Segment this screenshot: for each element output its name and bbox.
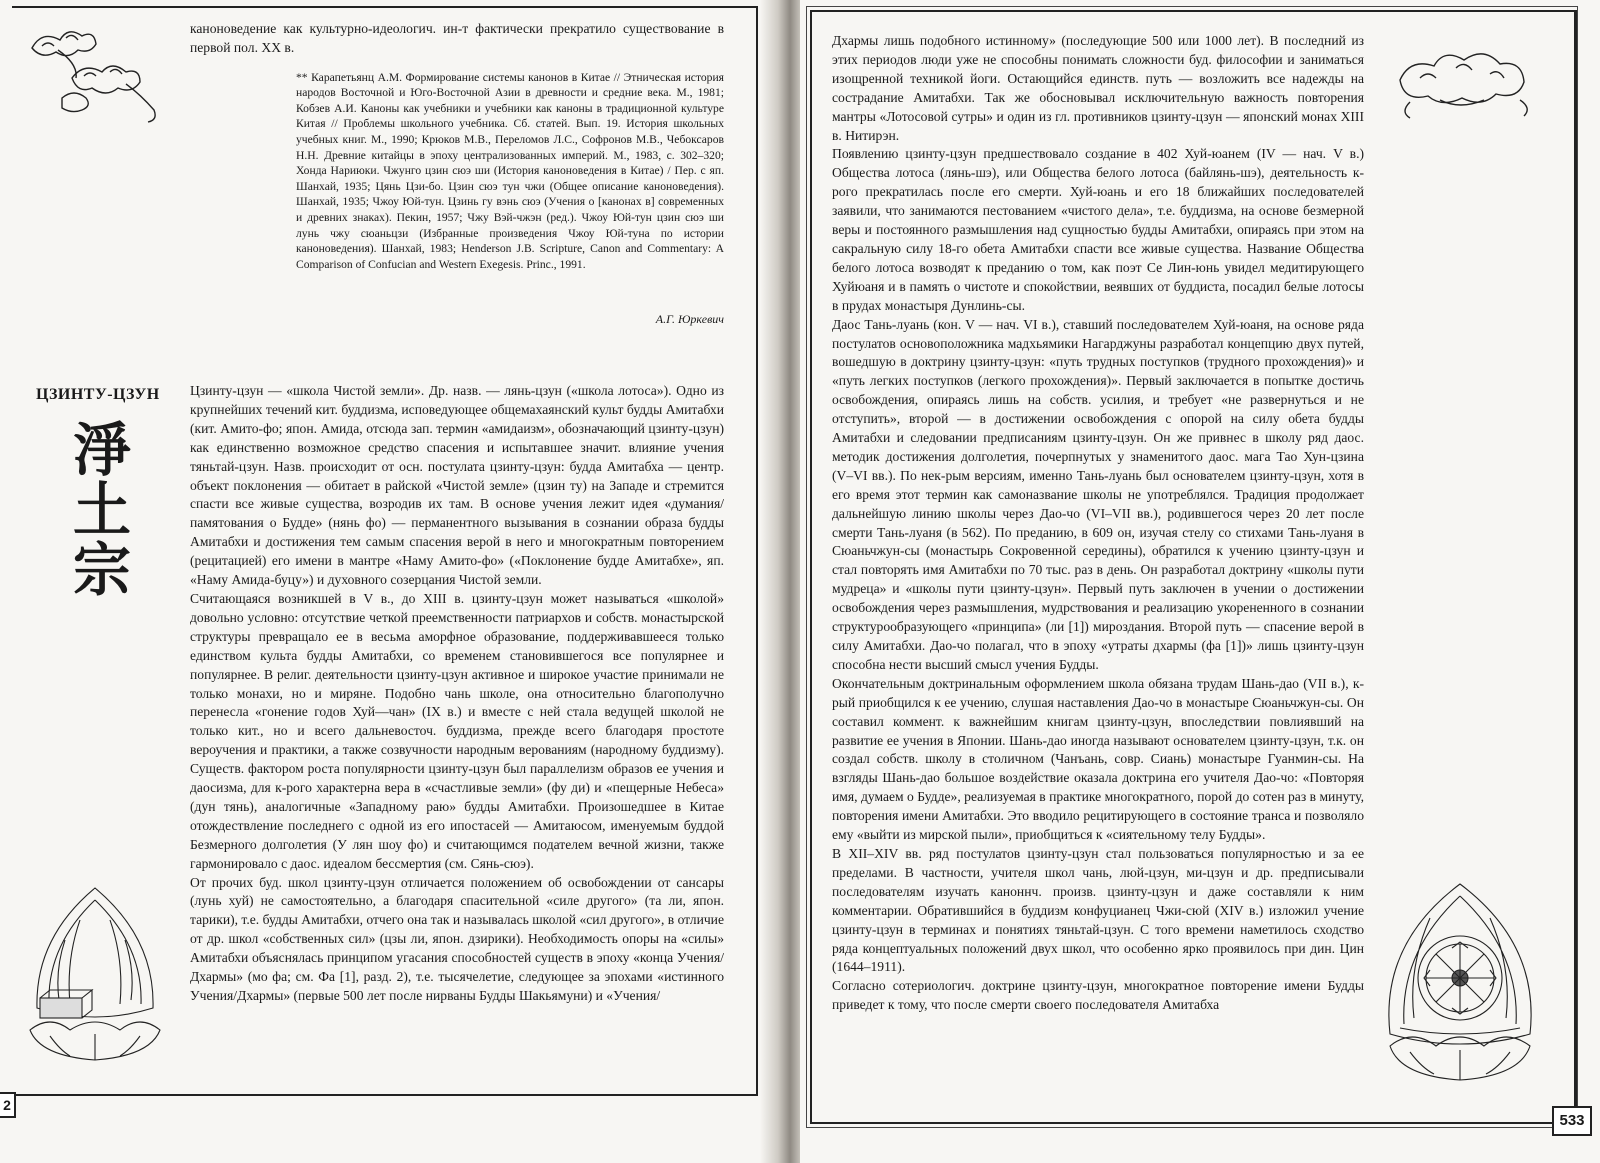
references-block: ** Карапетьянц А.М. Формирование системы канонов в Китае // Этническая история народов Восточной и Юго-Восточной Азии в древности и средние века. М., 1981; Кобзев А.И. Каноны как учебники и учебники как каноны в традиционной культуре Китая // Проблемы школьного учебника. Сб. статей. Вып. 19. История школьных учебных книг. М., 1990; Крюков М.В., Переломов Л.С., Софронов М.В., Чебоксаров Н.Н. Древние китайцы в эпоху централизованных империй. М., 1983, с. 302–320; Хонда Нариюки. Чжунго цзин сюэ ши (История каноноведения в Китае) / Пер. с яп. Шанхай, 1935; Цянь Цзи-бо. Цзин сюэ тун чжи (Общее описание каноноведения). Шанхай, 1935; Чжоу Юй-тун. Цзинь гу вэнь сюэ (Учения о [канонах в] современных и древних знаках). Пекин, 1957; Чжу Вэй-чжэн (ред.). Чжоу Юй-тун цзин сюэ ши лунь чжу сюаньцзи (Избранные произведения Чжоу Юй-туна по истории каноноведения). Шанхай, 1983; Henderson J.B. Scripture, Canon and Commentary: A Comparison of Confucian and Western Exegesis. Princ., 1991. — [296, 70, 724, 271]
left-page — [0, 0, 785, 1163]
entry-headword: ЦЗИНТУ-ЦЗУН — [36, 386, 160, 403]
paragraph: От прочих буд. школ цзинту-цзун отличается положением об освобождении от сансары (лунь хуй) не самостоятельно, а благодаря спасительной «силе другого» (та ли, япон. тарики), т.е. будды Амитабхи, отчего она так и называлась школой «сил другого», в отличие от др. школ «собственных сил» (цзы ли, япон. дзирики). Необходимость опоры на «силы» Амитабхи объяснялась принципом угасания способностей существ в эпоху «конца Учения/Дхармы» (мо фа; см. Фа [1], разд. 2), т.е. тысячелетие, следующее за эпохами «истинного Учения/Дхармы» (первые 500 лет после нирваны Будды Шакьямуни) и «Учения/ — [190, 874, 724, 1003]
paragraph: Дхармы лишь подобного истинному» (последующие 500 или 1000 лет). В последний из этих периодов люди уже не способны понимать сложности буд. философии и заниматься изощренной техникой йоги. Остающийся единств. путь — возложить все надежды на сострадание Амитабхи. Так же обосновывал исключительную важность повторения мантры «Лотосовой сутры» и один из гл. противников цзинту-цзун — японский монах XIII в. Нитирэн. — [832, 33, 1364, 143]
entry-body-left — [190, 382, 724, 1006]
page-number-right: 533 — [1552, 1106, 1592, 1136]
paragraph: Окончательным доктринальным оформлением школа обязана трудам Шань-дао (VII в.), к-рый приобщился к ее учению, слушая наставления Дао-чо в монастыре Сюаньчжун-сы. Он составил коммент. к важнейшим книгам цзинту-цзун, впоследствии повлиявший на развитие ее учения в Японии. Шань-дао иногда называют основателем цзинту-цзун, т.к. он создал собств. школу в столичном (Чанъань, совр. Сиань) монастыре Гуанмин-сы. На взгляды Шань-дао большое воздействие оказала доктрина его учителя Дао-чо: «Повторяя имя, думаем о Будде», реализуемая в практике многократного, порой до сотен раз в минуту, повторения имени Амитабхи. Это вводило рецитирующего в состояние транса и позволяло ему «выйти из мирской пыли», приобщиться к «сиятельному телу Будды». — [832, 675, 1364, 843]
entry-body-right — [832, 32, 1364, 1015]
continuation-text: каноноведение как культурно-идеологич. ин-т фактически прекратило существование в первой пол. XX в. — [190, 21, 724, 55]
paragraph: В XII–XIV вв. ряд постулатов цзинту-цзун стал пользоваться популярностью и за ее пределами. В частности, учителя школ чань, люй-цзун, ми-цзун и др. предписывали последователям изучать каноннч. произв. цзинту-цзун и даже составляли к ним комментарии. Обратившийся в буддизм конфуцианец Чжи-сюй (XIV в.) изложил учение цзинту-цзун в терминах и понятиях тяньтай-цзун. С того времени наметилось сходство ряда концептуальных положений двух школ, что особенно ярко проявилось при дин. Цин (1644–1911). — [832, 845, 1364, 975]
lotus-flame-ornament-icon — [20, 880, 170, 1075]
hanzi-char: 淨 — [72, 416, 131, 484]
paragraph: Появлению цзинту-цзун предшествовало создание в 402 Хуй-юанем (IV — нач. V в.) Общества лотоса (лянь-шэ), или Общества белого лотоса (байлянь-шэ), деятельность к-рого прекратилась после его смерти. Хуй-юань и его 18 ближайших последователей заявили, что занимаются пестованием «чистого дела», т.е. буддизма, на основе безмерной веры и постоянного размышления над сущностью будды Амитабхи, опираясь при этом на сакральную силу 18-го обета Амитабхи спасти все живые существа. Название Общества белого лотоса возводят к преданию о том, как поэт Се Лин-юнь увидел медитирующего Хуйюаня и в память о чистоте и спокойствии, веявших от буддиста, посадил белые лотосы в прудах монастыря Дунлинь-сы. — [832, 146, 1364, 313]
paragraph: Даос Тань-луань (кон. V — нач. VI в.), ставший последователем Хуй-юаня, на основе ряда постулатов основоположника мадхьямики Нагарджуны разработал концепцию двух путей, вошедшую в доктрину цзинту-цзун: «путь трудных поступков (трудного прохождения)» и «путь легких поступков (легкого прохождения)». Первый заключается в попытке достичь освобождения, опираясь лишь на собств. усилия, и требует «не развернуться и не отступить», второй — в достижении освобождения с опорой на силу обета будды Амитабхи и следовании предписаниям цзинту-цзун. Он же привнес в школу ряд даос. методик достижения долголетия, почерпнутых у знаменитого даос. мага Тао Хун-цзина (V–VI вв.). По нек-рым версиям, именно Тань-луань был основателем цзинту-цзун, хотя в его время этот термин как самоназвание школы не употреблялся. Традиция продолжает дальнейшую линию школы через Дао-чо (VI–VII вв.), родившегося через 20 лет после смерти Тань-луаня (в 562). По преданию, в 609 он, изучая стелу со стихами Тань-луаня в Сюаньчжун-сы (монастырь Сокровенной середины), обратился к учению цзинту-цзун и стал повторять имя Амитабхи по 70 тыс. раз в день. Он разработал доктрину «школы пути мудреца» и «школы пути цзинту-цзун». Первый путь заключен в учении о достижении освобождения через размышления, мудрствования и реализацию укорененного в сознании структурообразующего «принципа» (ли [1]) мироздания. Второй путь — спасение верой в силу Амитабхи. Дао-чо полагал, что в эпоху «утраты дхармы (фа [1])» лишь цзинту-цзун способна нести высший смысл учения Будды. — [832, 316, 1364, 672]
hanzi-char: 土 — [72, 476, 131, 544]
entry-hanzi — [62, 416, 142, 604]
paragraph: Считающаяся возникшей в V в., до XIII в. цзинту-цзун может называться «школой» довольно условно: отсутствие четкой преемственности патриархов и собств. монастырской структуры превращало ее в весьма аморфное образование, поддерживавшееся только единством культа будды Амитабхи, со временем становившегося все популярнее и популярнее. В религ. деятельности цзинту-цзун активное и широкое участие принимали не только монахи, но и миряне. Подобно чань школе, она относительно благополучно перенесла «гонение годов Хуй—чан» (IX в.) и вместе с ней стала ведущей школой не только кит., но и всего дальневосточ. буддизма, прежде всего благодаря простоте вероучения и практики, а также созвучности народным верованиям (народному буддизму). Существ. фактором роста популярности цзинту-цзун был параллелизм образов ее учения и даосизма, для к-рого характерна вера в «счастливые земли» (фу ди) и «пещерные Небеса» (дун тянь), аналогичные «Западному раю» будды Амитабхи. Произошедшее в Китае отождествление последнего с одной из его ипостасей — Амитаюсом, именуемым буддой Безмерного долголетия (У лян шоу фо) и считающимся подателем вечной жизни, также гармонировало с даос. идеалом бессмертия (см. Сянь-сюэ). — [190, 590, 724, 871]
article-author: А.Г. Юркевич — [655, 312, 724, 326]
paragraph: Согласно сотериологич. доктрине цзинту-цзун, многократное повторение имени Будды приведет к тому, что после смерти своего последователя Амитабха — [832, 978, 1364, 1013]
cloud-ornament-icon — [22, 18, 172, 128]
paragraph: Цзинту-цзун — «школа Чистой земли». Др. назв. — лянь-цзун («школа лотоса»). Одно из крупнейших течений кит. буддизма, исповедующее общемахаянский культ будды Амитабхи (кит. Амито-фо; япон. Амида, отсюда зап. термин «амидаизм», обозначающий цзинту-цзун) как единственно возможное средство спасения и испытавшее значит. влияние учения тяньтай-цзун. Назв. происходит от осн. постулата цзинту-цзун: будда Амитабха — центр. объект поклонения — обитает в райской «Чистой земле» (цзин ту) на Западе и стремится спасти все живые существа, возродив их там. В основе учения лежит идея «думания/памятования о Будде» (нянь фо) — перманентного вызывания в сознании образа будды Амитабхи и достижения тем самым спасения верой в него и многократным повторением (рецитацией) его имени в мантре «Наму Амито-фо» («Поклонение будде Амитабхе», яп. «Наму Амида-буцу») и духовного созерцания Чистой земли. — [190, 383, 724, 588]
cloud-ornament-icon — [1380, 40, 1550, 130]
page-number-left: 2 — [0, 1092, 16, 1118]
hanzi-char: 宗 — [72, 536, 131, 604]
dharma-wheel-ornament-icon — [1370, 878, 1550, 1098]
